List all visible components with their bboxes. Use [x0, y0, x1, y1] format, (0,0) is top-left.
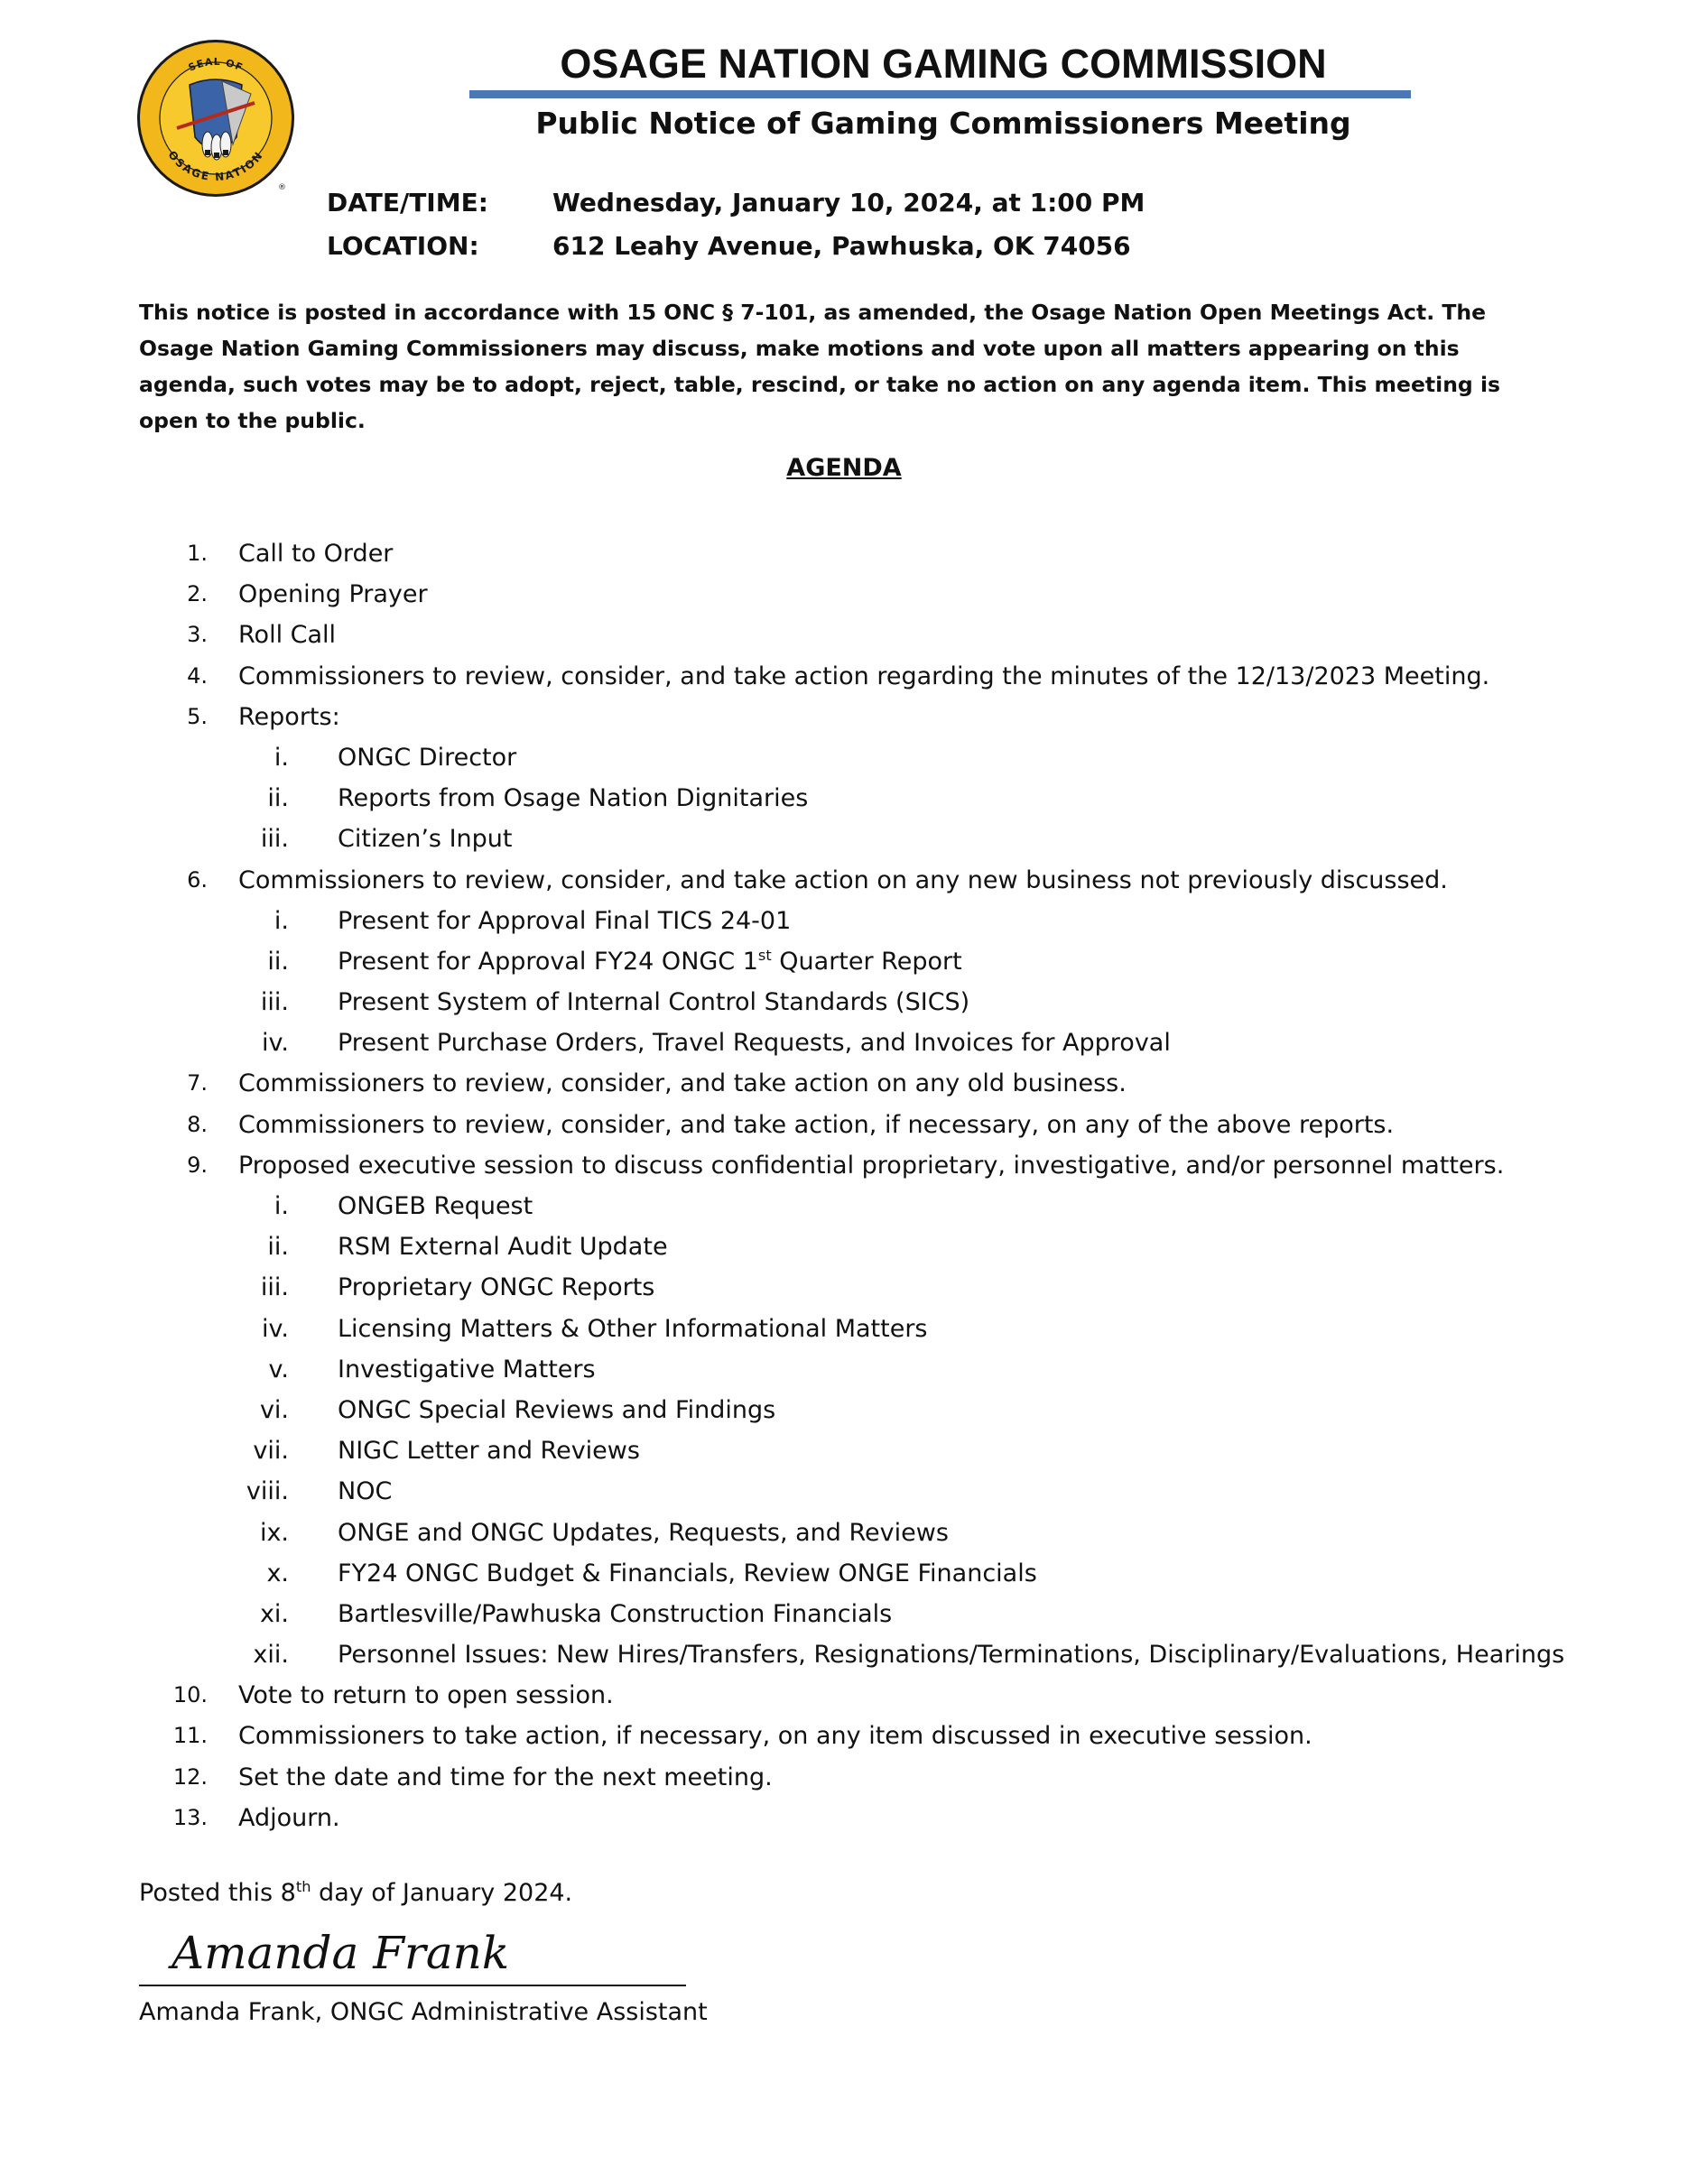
posted-prefix: Posted this 8 — [139, 1879, 296, 1907]
agenda-item-text-main: Present Purchase Orders, Travel Requests, and Invoices for Approval — [338, 1029, 1171, 1058]
agenda-item-text-main: Present System of Internal Control Standards (SICS) — [338, 988, 970, 1017]
agenda-subitem — [0, 1634, 1688, 1675]
agenda-item-number: 9. — [187, 1152, 208, 1178]
agenda-item-text-main: Proposed executive session to discuss confidential proprietary, investigative, and/or personnel matters. — [238, 1151, 1505, 1180]
agenda-item-text-main: Reports: — [238, 702, 340, 731]
agenda-item-text — [338, 1594, 892, 1634]
agenda-subitem — [0, 1226, 1688, 1267]
agenda-item-text — [238, 860, 1448, 901]
agenda-item-text — [238, 1757, 773, 1798]
agenda-subitem — [0, 1430, 1688, 1471]
agenda-subitem — [0, 1023, 1688, 1063]
agenda-item-text — [238, 1716, 1312, 1756]
agenda-subitem — [0, 1594, 1688, 1634]
agenda-subitem — [0, 901, 1688, 941]
agenda-item-text — [338, 1471, 392, 1512]
agenda-subitem — [0, 778, 1688, 819]
agenda-item — [0, 697, 1688, 737]
datetime-label: DATE/TIME: — [327, 188, 488, 217]
agenda-item-number: 11. — [172, 1723, 208, 1749]
agenda-item-text-main: Commissioners to review, consider, and take action on any new business not previously discussed. — [238, 865, 1448, 894]
agenda-subitem-numeral: iv. — [262, 1029, 289, 1058]
agenda-item-text-main: Commissioners to review, consider, and take action, if necessary, on any of the above reports. — [238, 1110, 1395, 1139]
organization-title: OSAGE NATION GAMING COMMISSION — [560, 41, 1327, 87]
agenda-item-text-main: Adjourn. — [238, 1803, 340, 1832]
agenda-subitem-numeral: ii. — [267, 1233, 289, 1262]
signer-name: Amanda Frank, ONGC Administrative Assistant — [139, 1998, 708, 2026]
agenda-item-text — [338, 1226, 668, 1267]
agenda-item-text-main: RSM External Audit Update — [338, 1233, 668, 1262]
agenda-item-text-rest: Quarter Report — [771, 947, 962, 976]
agenda-item-number: 3. — [187, 622, 208, 648]
agenda-item — [0, 533, 1688, 574]
agenda-item-text — [338, 1349, 596, 1390]
agenda-subitem — [0, 1186, 1688, 1226]
agenda-item-text-main: ONGC Special Reviews and Findings — [338, 1395, 776, 1424]
agenda-heading: AGENDA — [786, 454, 902, 482]
agenda-subitem-numeral: i. — [274, 906, 289, 935]
agenda-item-text-main: Licensing Matters & Other Informational Matters — [338, 1314, 928, 1343]
agenda-item-text-main: Commissioners to review, consider, and take action on any old business. — [238, 1069, 1127, 1098]
agenda-item-text — [338, 778, 808, 819]
agenda-item-text — [338, 1309, 927, 1349]
agenda-subitem — [0, 737, 1688, 778]
agenda-item-text-main: Bartlesville/Pawhuska Construction Financials — [338, 1599, 893, 1628]
agenda-item-text-main: Present for Approval FY24 ONGC 1 — [338, 947, 758, 976]
agenda-item-text-main: NIGC Letter and Reviews — [338, 1437, 640, 1466]
agenda-item-ordinal: st — [757, 946, 772, 964]
agenda-item-text — [338, 982, 969, 1023]
agenda-subitem — [0, 819, 1688, 859]
agenda-item-text — [338, 1390, 775, 1430]
agenda-item-text — [338, 1186, 533, 1226]
agenda-item-text — [238, 1145, 1504, 1186]
agenda-subitem-numeral: iii. — [260, 1273, 289, 1302]
agenda-subitem-numeral: vii. — [253, 1437, 289, 1466]
agenda-item-text-main: Roll Call — [238, 621, 337, 650]
agenda-subitem-numeral: iii. — [260, 988, 289, 1017]
notice-subtitle: Public Notice of Gaming Commissioners Meeting — [535, 106, 1351, 141]
agenda-item-text-main: NOC — [338, 1477, 393, 1506]
agenda-item-text-main: Proprietary ONGC Reports — [338, 1273, 655, 1302]
agenda-item — [0, 1145, 1688, 1186]
agenda-item-text-main: Reports from Osage Nation Dignitaries — [338, 784, 809, 813]
agenda-subitem-numeral: ii. — [267, 947, 289, 976]
agenda-item-number: 5. — [187, 703, 208, 729]
agenda-subitem-numeral: ix. — [259, 1518, 289, 1547]
seal-text-bottom: OSAGE NATION — [165, 148, 266, 184]
agenda-item-text — [338, 1267, 654, 1308]
agenda-subitem — [0, 1349, 1688, 1390]
datetime-value: Wednesday, January 10, 2024, at 1:00 PM — [552, 188, 1145, 217]
agenda-subitem — [0, 1267, 1688, 1308]
agenda-item-text — [338, 1634, 1564, 1675]
posted-date — [139, 1879, 572, 1907]
agenda-item — [0, 615, 1688, 655]
agenda-subitem-numeral: x. — [266, 1559, 289, 1587]
agenda-subitem-numeral: xi. — [259, 1599, 289, 1628]
agenda-item-text-main: Investigative Matters — [338, 1355, 596, 1384]
agenda-item — [0, 1105, 1688, 1145]
agenda-item-text — [238, 1798, 340, 1838]
agenda-subitem-numeral: viii. — [246, 1477, 289, 1506]
agenda-subitem — [0, 1390, 1688, 1430]
agenda-item-text-main: Call to Order — [238, 540, 394, 568]
agenda-subitem-numeral: iii. — [260, 825, 289, 854]
location-value: 612 Leahy Avenue, Pawhuska, OK 74056 — [552, 231, 1131, 261]
agenda-item-text-main: Citizen’s Input — [338, 825, 513, 854]
agenda-item-text — [338, 1553, 1037, 1594]
agenda-item-text-main: Vote to return to open session. — [238, 1681, 614, 1710]
agenda-subitem — [0, 1513, 1688, 1553]
agenda-item-number: 1. — [187, 541, 208, 566]
agenda-subitem-numeral: i. — [274, 1192, 289, 1220]
agenda-item-number: 10. — [172, 1682, 208, 1708]
agenda-item — [0, 1798, 1688, 1838]
agenda-item — [0, 656, 1688, 697]
agenda-subitem-numeral: ii. — [267, 784, 289, 813]
agenda-subitem-numeral: i. — [274, 743, 289, 772]
open-meetings-notice: This notice is posted in accordance with 15 ONC § 7-101, as amended, the Osage Nation Open Meetings Act. The Osage Nation Gaming Commissioners may discuss, make motions and vote upon all matters appearing on this agenda, such votes may be to adopt, reject, table, rescind, or take no action on any agenda item. This meeting is open to the public. — [139, 300, 1500, 433]
agenda-item-text — [338, 737, 516, 778]
title-rule — [469, 90, 1411, 98]
agenda-subitem-numeral: vi. — [259, 1395, 289, 1424]
agenda-item — [0, 860, 1688, 901]
agenda-item-text — [238, 697, 340, 737]
agenda-subitem — [0, 1309, 1688, 1349]
agenda-item-text-main: ONGC Director — [338, 743, 517, 772]
agenda-item — [0, 1063, 1688, 1104]
agenda-item-text-main: ONGE and ONGC Updates, Requests, and Reviews — [338, 1518, 949, 1547]
agenda-item-text — [238, 574, 428, 615]
agenda-item-number: 7. — [187, 1070, 208, 1097]
agenda-item-number: 8. — [187, 1111, 208, 1137]
agenda-item-text-main: FY24 ONGC Budget & Financials, Review ONGE Financials — [338, 1559, 1037, 1587]
agenda-item-text — [338, 941, 962, 982]
handwritten-signature: Amanda Frank — [172, 1927, 510, 1979]
agenda-item — [0, 1716, 1688, 1756]
agenda-item-text — [238, 1105, 1394, 1145]
agenda-item — [0, 574, 1688, 615]
agenda-item-text-main: Opening Prayer — [238, 580, 428, 609]
agenda-item-text — [238, 1063, 1127, 1104]
agenda-list — [0, 533, 1688, 1838]
agenda-item-text — [238, 615, 336, 655]
posted-suffix: day of January 2024. — [311, 1879, 573, 1907]
agenda-item-number: 13. — [172, 1804, 208, 1830]
agenda-subitem — [0, 982, 1688, 1023]
agenda-item-text — [338, 1513, 949, 1553]
agenda-item-text — [338, 819, 512, 859]
agenda-item-text — [338, 1023, 1171, 1063]
agenda-subitem — [0, 941, 1688, 982]
agenda-item-text-main: Commissioners to review, consider, and take action regarding the minutes of the 12/13/2023 Meeting. — [238, 662, 1490, 690]
agenda-subitem-numeral: v. — [268, 1355, 289, 1384]
agenda-subitem-numeral: xii. — [253, 1641, 289, 1670]
agenda-item-text — [238, 656, 1489, 697]
agenda-item-text-main: Commissioners to take action, if necessary, on any item discussed in executive session. — [238, 1722, 1312, 1751]
seal-graphic — [135, 38, 296, 199]
agenda-item-text — [238, 1675, 614, 1716]
agenda-item — [0, 1757, 1688, 1798]
agenda-item-number: 4. — [187, 662, 208, 689]
osage-nation-seal — [135, 38, 296, 199]
signature-line — [139, 1985, 686, 1986]
posted-ordinal: th — [295, 1878, 311, 1895]
agenda-item-text — [338, 901, 791, 941]
agenda-item-text — [238, 533, 393, 574]
seal-text-top: SEAL OF — [186, 55, 246, 74]
agenda-item-number: 2. — [187, 581, 208, 607]
agenda-item — [0, 1675, 1688, 1716]
agenda-subitem — [0, 1471, 1688, 1512]
svg-text:®: ® — [278, 183, 286, 192]
agenda-item-text-main: ONGEB Request — [338, 1192, 533, 1220]
agenda-subitem-numeral: iv. — [262, 1314, 289, 1343]
agenda-item-text-main: Present for Approval Final TICS 24-01 — [338, 906, 792, 935]
agenda-item-number: 6. — [187, 866, 208, 893]
agenda-item-number: 12. — [172, 1763, 208, 1790]
agenda-item-text — [338, 1430, 640, 1471]
agenda-item-text-main: Set the date and time for the next meeting. — [238, 1763, 773, 1791]
agenda-subitem — [0, 1553, 1688, 1594]
location-label: LOCATION: — [327, 231, 479, 261]
agenda-item-text-main: Personnel Issues: New Hires/Transfers, Resignations/Terminations, Disciplinary/Evaluations, Hearings — [338, 1641, 1565, 1670]
